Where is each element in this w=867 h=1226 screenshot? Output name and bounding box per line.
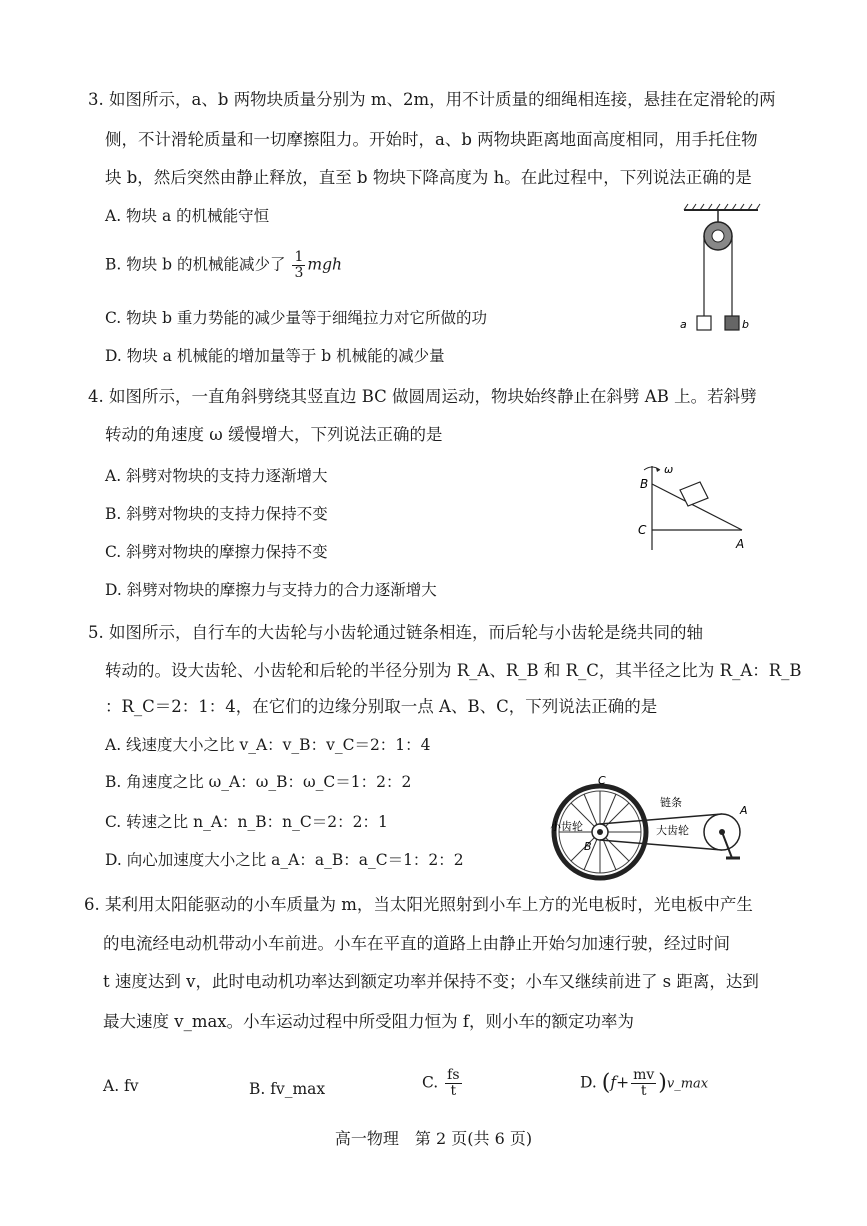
q3-option-d: D. 物块 a 机械能的增加量等于 b 机械能的减少量 [105,347,445,365]
q4-option-d: D. 斜劈对物块的摩擦力与支持力的合力逐渐增大 [105,581,437,599]
gear-label-small: 小齿轮 [550,820,583,833]
q6-stem-line-2: 的电流经电动机带动小车前进。小车在平直的道路上由静止开始匀加速行驶，经过时间 [103,934,730,953]
pulley-label-a: a [680,318,687,331]
gear-label-B: B [584,840,592,853]
q6-option-a: A. fv [103,1077,139,1095]
q6-option-c [422,1068,464,1099]
pulley-diagram [672,204,772,346]
q6-option-b: B. fv_max [249,1080,326,1098]
q4-option-b: B. 斜劈对物块的支持力保持不变 [105,505,328,523]
q3-option-b-text: B. 物块 b 的机械能减少了 [105,255,286,274]
q3-option-b-numerator: 1 [294,249,304,265]
q3-option-a: A. 物块 a 的机械能守恒 [105,207,270,225]
incline-label-omega: ω [664,463,674,476]
q3-stem-line-1: 3. 如图所示，a、b 两物块质量分别为 m、2m，用不计质量的细绳相连接，悬挂在定滑轮的两 [88,90,776,109]
incline-label-B: B [640,477,649,491]
gear-label-big: 大齿轮 [656,824,689,837]
q5-stem-line-3: ：R_C＝2：1：4，在它们的边缘分别取一点 A、B、C，下列说法正确的是 [105,697,658,716]
q6-option-d-denominator: t [640,1083,647,1099]
gear-label-A: A [740,804,748,817]
q3-option-b-mgh: mgh [307,255,342,274]
q5-option-c: C. 转速之比 n_A：n_B：n_C＝2：2：1 [105,813,388,831]
q6-stem-line-1: 6. 某利用太阳能驱动的小车质量为 m，当太阳光照射到小车上方的光电板时，光电板中产生 [84,895,753,914]
pulley-label-b: b [742,318,749,331]
q6-stem-line-4: 最大速度 v_max。小车运动过程中所受阻力恒为 f，则小车的额定功率为 [103,1012,634,1031]
q6-option-c-fraction [445,1068,461,1099]
q6-option-d-vmax: v_max [666,1076,709,1092]
incline-label-A: A [736,537,745,551]
q6-stem-line-3: t 速度达到 v，此时电动机功率达到额定功率并保持不变；小车又继续前进了 s 距离，达到 [103,972,759,991]
gear-label-chain: 链条 [660,796,682,809]
q3-stem-line-3: 块 b，然后突然由静止释放，直至 b 物块下降高度为 h。在此过程中，下列说法正确的是 [105,168,752,187]
q6-option-d-label: D. [580,1073,597,1092]
q4-option-c: C. 斜劈对物块的摩擦力保持不变 [105,543,328,561]
q6-option-c-label: C. [422,1073,439,1092]
gear-label-C: C [598,774,606,787]
q6-option-d-f: f+ [610,1073,630,1092]
q6-option-d-numerator: mv [633,1067,655,1083]
q6-option-d: D. (f+ $\frac{mv}{t}$ )v_max [580,1067,709,1099]
q3-stem-line-2: 侧，不计滑轮质量和一切摩擦阻力。开始时，a、b 两物块距离地面高度相同，用手托住物 [105,130,758,149]
q5-option-a: A. 线速度大小之比 v_A：v_B：v_C＝2：1：4 [105,736,431,754]
incline-diagram [634,462,754,554]
bicycle-gear-diagram [548,774,753,884]
q5-option-d: D. 向心加速度大小之比 a_A：a_B：a_C＝1：2：2 [105,851,464,869]
incline-label-C: C [638,523,647,537]
q3-option-b-fraction [292,250,305,281]
q6-option-c-denominator: t [450,1083,457,1099]
q4-option-a: A. 斜劈对物块的支持力逐渐增大 [105,467,328,485]
q3-option-b [105,250,342,281]
q5-option-b: B. 角速度之比 ω_A：ω_B：ω_C＝1：2：2 [105,773,412,791]
q5-stem-line-1: 5. 如图所示，自行车的大齿轮与小齿轮通过链条相连，而后轮与小齿轮是绕共同的轴 [88,623,703,642]
q3-option-c: C. 物块 b 重力势能的减少量等于细绳拉力对它所做的功 [105,309,487,327]
q6-option-c-numerator: fs [447,1067,460,1083]
q5-stem-line-2: 转动的。设大齿轮、小齿轮和后轮的半径分别为 R_A、R_B 和 R_C，其半径之比为 R_A：R_B [105,661,802,680]
q4-stem-line-2: 转动的角速度 ω 缓慢增大，下列说法正确的是 [105,425,443,444]
q4-stem-line-1: 4. 如图所示，一直角斜劈绕其竖直边 BC 做圆周运动，物块始终静止在斜劈 AB 上。若斜劈 [88,387,757,406]
page-footer: 高一物理 第 2 页(共 6 页) [334,1129,533,1148]
q3-option-b-denominator: 3 [294,265,304,281]
q6-option-d-fraction [631,1068,656,1099]
